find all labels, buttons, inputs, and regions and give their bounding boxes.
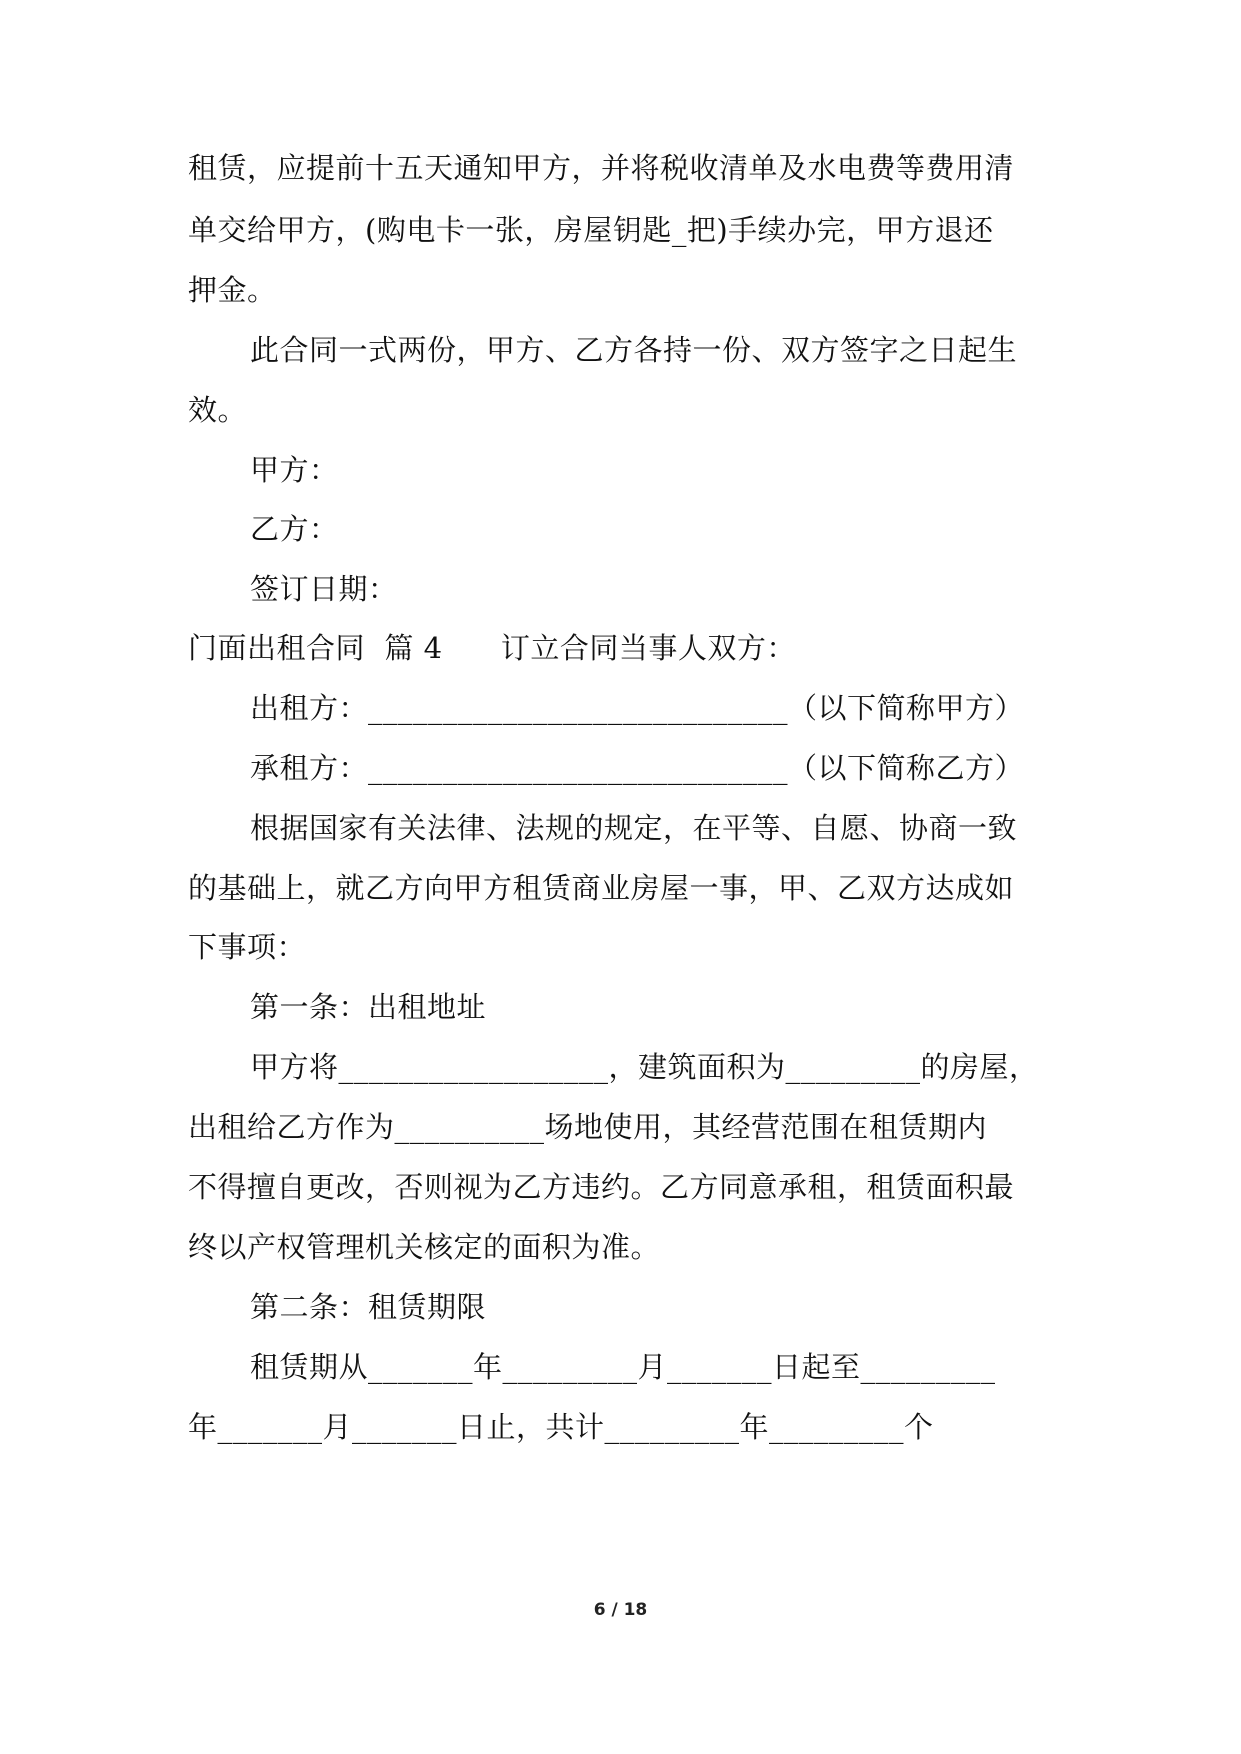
body-line-22: 年_______月_______日止，共计_________年_________个 <box>188 1410 934 1444</box>
body-line-17: 出租给乙方作为__________场地使用，其经营范围在租赁期内 <box>188 1110 988 1144</box>
body-line-18: 不得擅自更改，否则视为乙方违约。乙方同意承租，租赁面积最 <box>188 1170 1015 1204</box>
body-line-12: 根据国家有关法律、法规的规定，在平等、自愿、协商一致 <box>250 811 1018 845</box>
page-number: 6 / 18 <box>593 1600 648 1620</box>
body-line-13: 的基础上，就乙方向甲方租赁商业房屋一事，甲、乙双方达成如 <box>188 871 1015 905</box>
body-line-14: 下事项： <box>188 930 307 964</box>
body-line-2: 单交给甲方，(购电卡一张，房屋钥匙_把)手续办完，甲方退还 <box>188 213 994 247</box>
article-2-heading: 第二条：租赁期限 <box>250 1290 487 1324</box>
signing-date-label: 签订日期： <box>250 572 398 606</box>
lessor-line: 出租方：____________________________（以下简称甲方） <box>250 691 1025 725</box>
body-line-5: 效。 <box>188 393 248 427</box>
body-line-1: 租赁，应提前十五天通知甲方，并将税收清单及水电费等费用清 <box>188 151 1015 185</box>
party-b-signature-label: 乙方： <box>250 512 339 546</box>
article-1-heading: 第一条：出租地址 <box>250 990 487 1024</box>
body-line-16: 甲方将__________________，建筑面积为_________的房屋， <box>250 1050 1039 1084</box>
lessee-line: 承租方：____________________________（以下简称乙方） <box>250 751 1025 785</box>
contract-heading: 门面出租合同 篇 4 订立合同当事人双方： <box>188 631 796 665</box>
body-line-19: 终以产权管理机关核定的面积为准。 <box>188 1230 661 1264</box>
body-line-4: 此合同一式两份，甲方、乙方各持一份、双方签字之日起生 <box>250 333 1018 367</box>
party-a-signature-label: 甲方： <box>250 453 339 487</box>
body-line-3: 押金。 <box>188 273 277 307</box>
body-line-21: 租赁期从_______年_________月_______日起至_________ <box>250 1350 996 1384</box>
